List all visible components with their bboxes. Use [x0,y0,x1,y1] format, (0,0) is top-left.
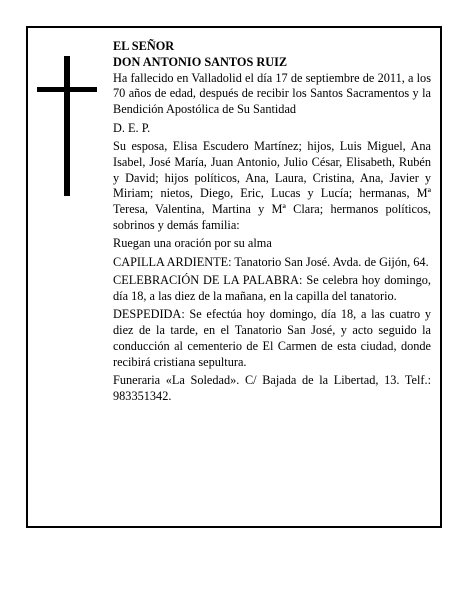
chapel-section [113,255,431,271]
rest-in-peace: D. E. P. [113,120,151,135]
death-announcement: Ha fallecido en Valladolid el día 17 de septiembre de 2011, a los 70 años de edad, después de recibir los Santos Sacramentos y la Bendición Apostólica de Su Santidad [113,70,431,117]
family-list: Su esposa, Elisa Escudero Martínez; hijos, Luis Miguel, Ana Isabel, José María, Juan Antonio, Julio César, Elisabeth, Rubén y David; hijos políticos, Ana, Laura, Cristina, Ana, Javier y Miriam; nietos, Diego, Eric, Lucas y Lucía; hermanas, Mª Teresa, Valentina, Martina y Mª Clara; hermanos políticos, sobrinos y demás familia: [113,138,431,232]
funeral-home: Funeraria «La Soledad». C/ Bajada de la Libertad, 13. Telf.: 983351342. [113,373,431,403]
deceased-title: EL SEÑOR [113,39,175,53]
celebration-text: Se celebra hoy domingo, día 18, a las diez de la mañana, en la capilla del tanatorio. [113,273,431,303]
latin-cross-icon [37,56,97,196]
chapel-text: Tanatorio San José. Avda. de Gijón, 64. [231,254,429,269]
prayer-request: Ruegan una oración por su alma [113,236,272,251]
cross-vertical-bar [64,56,70,196]
cross-horizontal-bar [37,87,97,92]
farewell-label: DESPEDIDA: [113,307,185,322]
farewell-text: Se efectúa hoy domingo, día 18, a las cuatro y diez de la tarde, en el Tanatorio San José, y acto seguido la conducción al cementerio de El Carmen de esta ciudad, donde recibirá cristiana sepultura. [113,307,431,369]
obituary-text [113,39,431,407]
celebration-section [113,273,431,305]
farewell-section [113,307,431,370]
chapel-label: CAPILLA ARDIENTE: [113,254,232,269]
deceased-name: DON ANTONIO SANTOS RUIZ [113,54,288,69]
celebration-label: CELEBRACIÓN DE LA PALABRA: [113,273,303,288]
